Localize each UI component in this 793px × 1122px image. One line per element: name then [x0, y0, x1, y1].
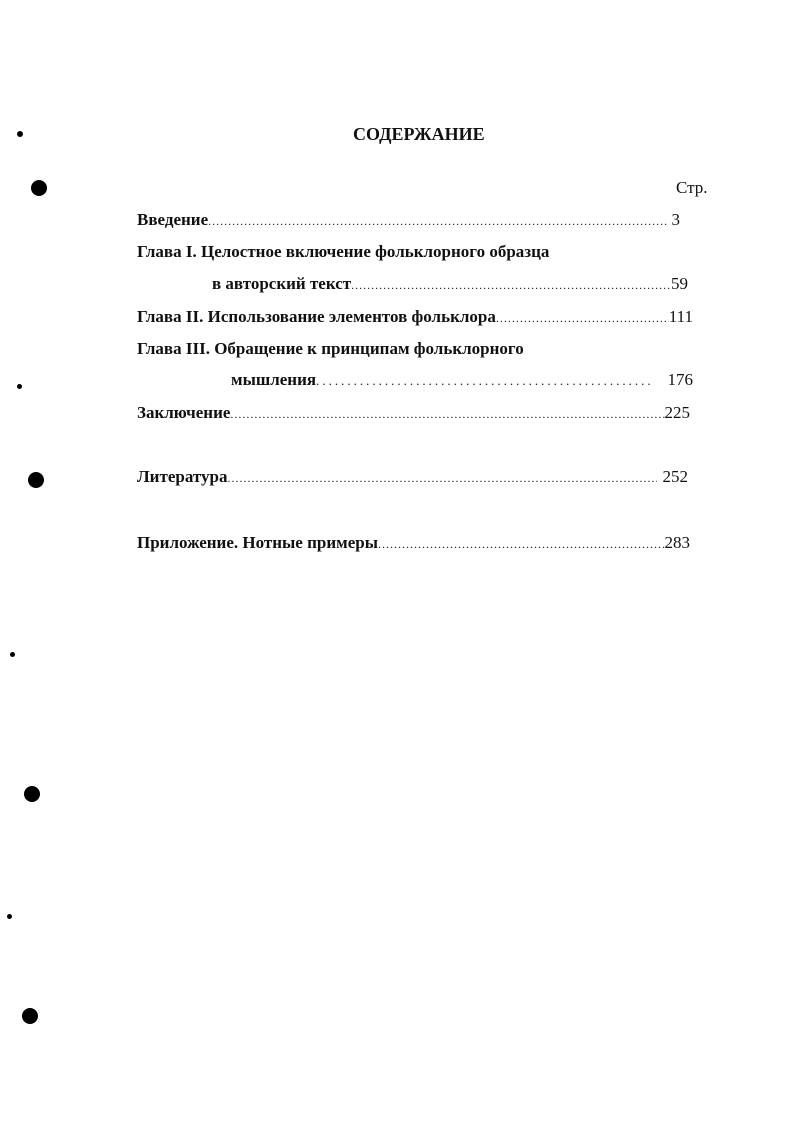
toc-entry-chapter3-line1: Глава III. Обращение к принципам фольклорного — [137, 339, 524, 358]
toc-entry-page: 252 — [662, 467, 688, 486]
toc-entry-chapter3 — [231, 370, 693, 390]
toc-entry-label: в авторский текст — [212, 274, 352, 293]
page-column-label: Стр. — [676, 178, 708, 197]
toc-entry-label: мышления — [231, 370, 317, 389]
binder-mark — [7, 914, 12, 919]
toc-entry-page: 3 — [671, 210, 680, 229]
toc-entry-page: 59 — [671, 274, 688, 293]
binder-hole — [22, 1008, 38, 1024]
toc-entry-label: Глава II. Использование элементов фольклора — [137, 307, 496, 326]
page-title: СОДЕРЖАНИЕ — [353, 124, 485, 144]
toc-entry-intro — [137, 210, 680, 230]
toc-leader-dots — [378, 537, 665, 552]
toc-leader-dots — [351, 278, 671, 293]
binder-mark — [17, 384, 22, 389]
toc-entry-label: Приложение. Нотные примеры — [137, 533, 378, 552]
binder-mark — [17, 131, 23, 137]
toc-leader-dots — [227, 471, 656, 486]
toc-entry-appendix — [137, 533, 690, 553]
toc-entry-chapter1 — [212, 274, 688, 294]
binder-hole — [24, 786, 40, 802]
toc-entry-page: 176 — [667, 370, 693, 389]
toc-entry-page: 283 — [664, 533, 690, 552]
binder-hole — [28, 472, 44, 488]
toc-leader-dots — [230, 407, 664, 422]
toc-entry-label: Введение — [137, 210, 209, 229]
binder-hole — [31, 180, 47, 196]
toc-leader-dots — [496, 311, 669, 326]
toc-leader-dots — [208, 214, 667, 229]
toc-entry-literature — [137, 467, 688, 487]
toc-entry-label: Заключение — [137, 403, 231, 422]
toc-entry-chapter1-line1: Глава I. Целостное включение фольклорного образца — [137, 242, 550, 261]
toc-entry-conclusion — [137, 403, 690, 423]
toc-leader-dots — [316, 373, 651, 389]
toc-entry-page: 225 — [664, 403, 690, 422]
toc-entry-label: Литература — [137, 467, 228, 486]
toc-entry-page: 111 — [668, 307, 693, 326]
binder-mark — [10, 652, 15, 657]
toc-entry-chapter2 — [137, 307, 693, 327]
